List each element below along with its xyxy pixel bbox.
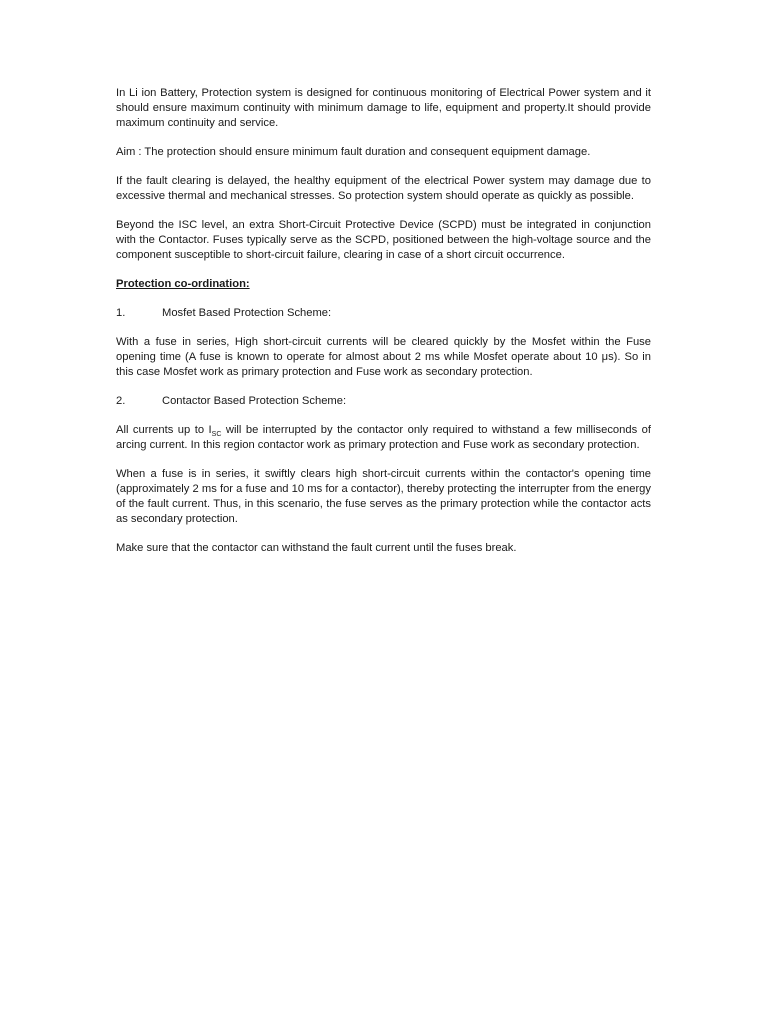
scheme-2-para1-before: All currents up to I [116,424,212,436]
scheme-1-paragraph: With a fuse in series, High short-circuit currents will be cleared quickly by the Mosfet within the Fuse opening time (A fuse is known to operate for almost about 2 ms while Mosfet operate about 10 μs). So in this case Mosfet work as primary protection and Fuse work as secondary protection. [116,336,651,378]
aim-paragraph: Aim : The protection should ensure minimum fault duration and consequent equipment damage. [116,146,591,158]
isc-subscript: SC [211,431,222,439]
intro-paragraph: In Li ion Battery, Protection system is designed for continuous monitoring of Electrical Power system and it should ensure maximum continuity with minimum damage to life, equipment and property.It should provide maximum continuity and service. [116,87,651,129]
section-heading: Protection co-ordination: [116,278,250,290]
scpd-paragraph: Beyond the ISC level, an extra Short-Circuit Protective Device (SCPD) must be integrated in conjunction with the Contactor. Fuses typically serve as the SCPD, positioned between the high-voltage source and the component susceptible to short-circuit failure, clearing in case of a short circuit occurrence. [116,219,651,261]
scheme-2-title [116,394,651,409]
scheme-1-label: Mosfet Based Protection Scheme: [162,307,332,319]
scheme-1-number: 1. [116,307,126,319]
scheme-2-para1-after: will be interrupted by the contactor only required to withstand a few milliseconds of arcing current. In this region contactor work as primary protection and Fuse work as secondary protection. [116,424,651,451]
fault-clearing-paragraph: If the fault clearing is delayed, the healthy equipment of the electrical Power system may damage due to excessive thermal and mechanical stresses. So protection system should operate as quickly as possible. [116,175,651,202]
document-page [116,86,651,570]
scheme-2-paragraph-1 [116,423,651,453]
scheme-2-paragraph-3: Make sure that the contactor can withstand the fault current until the fuses break. [116,542,517,554]
scheme-1-title [116,306,651,321]
scheme-2-paragraph-2: When a fuse is in series, it swiftly clears high short-circuit currents within the contactor's opening time (approximately 2 ms for a fuse and 10 ms for a contactor), thereby protecting the interrupter from the energy of the fault current. Thus, in this scenario, the fuse serves as the primary protection while the contactor acts as secondary protection. [116,468,651,525]
scheme-2-number: 2. [116,395,126,407]
scheme-2-label: Contactor Based Protection Scheme: [162,395,347,407]
